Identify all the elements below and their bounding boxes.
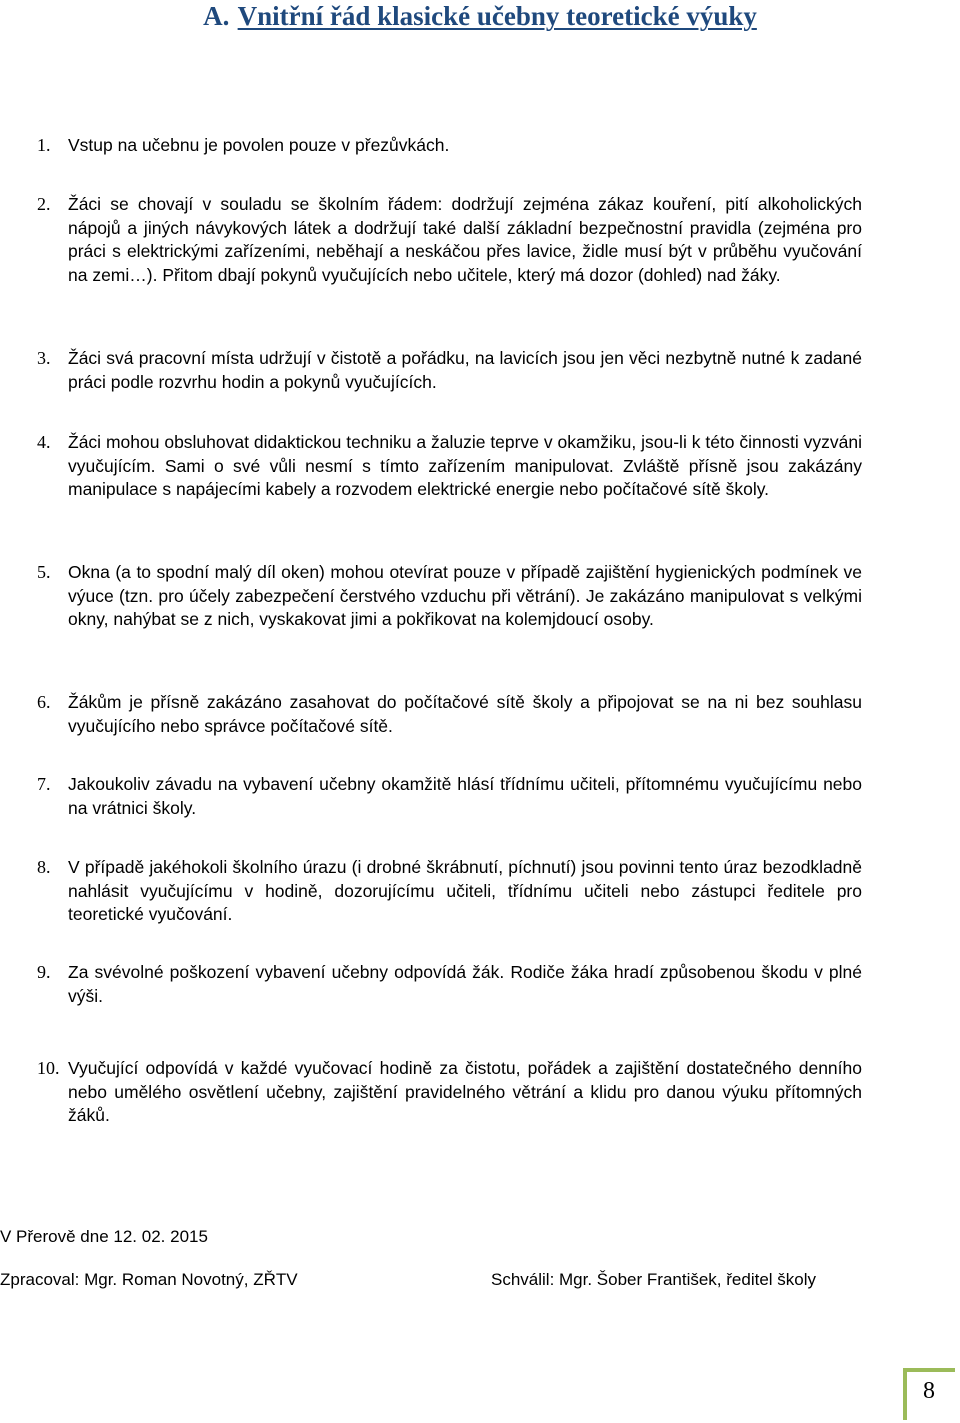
rule-item-3	[0, 347, 862, 394]
rule-number: 1.	[37, 135, 51, 155]
rule-number: 9.	[37, 962, 51, 982]
rule-item-10	[0, 1057, 862, 1128]
rule-number: 6.	[37, 692, 51, 712]
rule-item-8	[0, 856, 862, 927]
rule-text: Žákům je přísně zakázáno zasahovat do počítačové sítě školy a připojovat se na ni bez souhlasu vyučujícího nebo správce počítačové sítě.	[68, 692, 862, 736]
rule-item-5	[0, 561, 862, 632]
rule-text: Vyučující odpovídá v každé vyučovací hodině za čistotu, pořádek a zajištění dostatečného denního nebo umělého osvětlení učebny, zajištění pravidelného větrání a klidu pro danou výuku přítomných žáků.	[68, 1058, 862, 1125]
page-title	[0, 0, 960, 32]
approved-by: Schválil: Mgr. Šober František, ředitel školy	[491, 1270, 817, 1289]
rule-number: 8.	[37, 857, 51, 877]
rule-text: Okna (a to spodní malý díl oken) mohou otevírat pouze v případě zajištění hygienických podmínek ve výuce (tzn. pro účely zabezpečení čerstvého vzduchu při větrání). Je zakázáno manipulovat s velkými okny, nahýbat se z nich, vyskakovat jimi a pokřikovat na kolemjdoucí osoby.	[68, 562, 862, 629]
rule-number: 3.	[37, 348, 51, 368]
rule-item-2	[0, 193, 862, 287]
rule-text: Žáci mohou obsluhovat didaktickou techniku a žaluzie teprve v okamžiku, jsou-li k této činnosti vyzváni vyučujícím. Sami o své vůli nesmí s tímto zařízením manipulovat. Zvláště přísně jsou zakázány manipulace s napájecími kabely a rozvodem elektrické energie nebo počítačové sítě školy.	[68, 432, 862, 499]
section-letter: A.	[203, 1, 230, 31]
rule-item-6	[0, 691, 862, 738]
rule-item-1	[0, 134, 862, 158]
place-date: V Přerově dne 12. 02. 2015	[0, 1227, 208, 1246]
rule-number: 4.	[37, 432, 51, 452]
rule-text: Jakoukoliv závadu na vybavení učebny okamžitě hlásí třídnímu učiteli, přítomnému vyučujícímu nebo na vrátnici školy.	[68, 774, 862, 818]
rule-text: V případě jakéhokoli školního úrazu (i drobné škrábnutí, píchnutí) jsou povinni tento úraz bezodkladně nahlásit vyučujícímu v hodině, dozorujícímu učiteli, třídnímu učiteli nebo zástupci ředitele pro teoretické vyučování.	[68, 857, 862, 924]
rule-item-9	[0, 961, 862, 1008]
rule-number: 5.	[37, 562, 51, 582]
rule-text: Vstup na učebnu je povolen pouze v přezůvkách.	[68, 135, 450, 155]
rule-number: 2.	[37, 194, 51, 214]
prepared-by: Zpracoval: Mgr. Roman Novotný, ZŘTV	[0, 1270, 298, 1289]
rule-number: 10.	[37, 1058, 60, 1078]
rule-text: Žáci svá pracovní místa udržují v čistotě a pořádku, na lavicích jsou jen věci nezbytně nutné k zadané práci podle rozvrhu hodin a pokynů vyučujících.	[68, 348, 862, 392]
section-title: Vnitřní řád klasické učebny teoretické výuky	[237, 1, 757, 31]
rule-text: Za svévolné poškození vybavení učebny odpovídá žák. Rodiče žáka hradí způsobenou škodu v plné výši.	[68, 962, 862, 1006]
rule-number: 7.	[37, 774, 51, 794]
rule-item-4	[0, 431, 862, 502]
page-number: 8	[923, 1378, 935, 1404]
rule-text: Žáci se chovají v souladu se školním řádem: dodržují zejména zákaz kouření, pití alkoholických nápojů a jiných návykových látek a dodržují také další základní bezpečnostní pravidla (zejména pro práci s elektrickými zařízeními, neběhají a neskáčou přes lavice, židle musí být v průběhu vyučování na zemi…). Přitom dbají pokynů vyučujících nebo učitele, který má dozor (dohled) nad žáky.	[68, 194, 862, 285]
rule-item-7	[0, 773, 862, 820]
